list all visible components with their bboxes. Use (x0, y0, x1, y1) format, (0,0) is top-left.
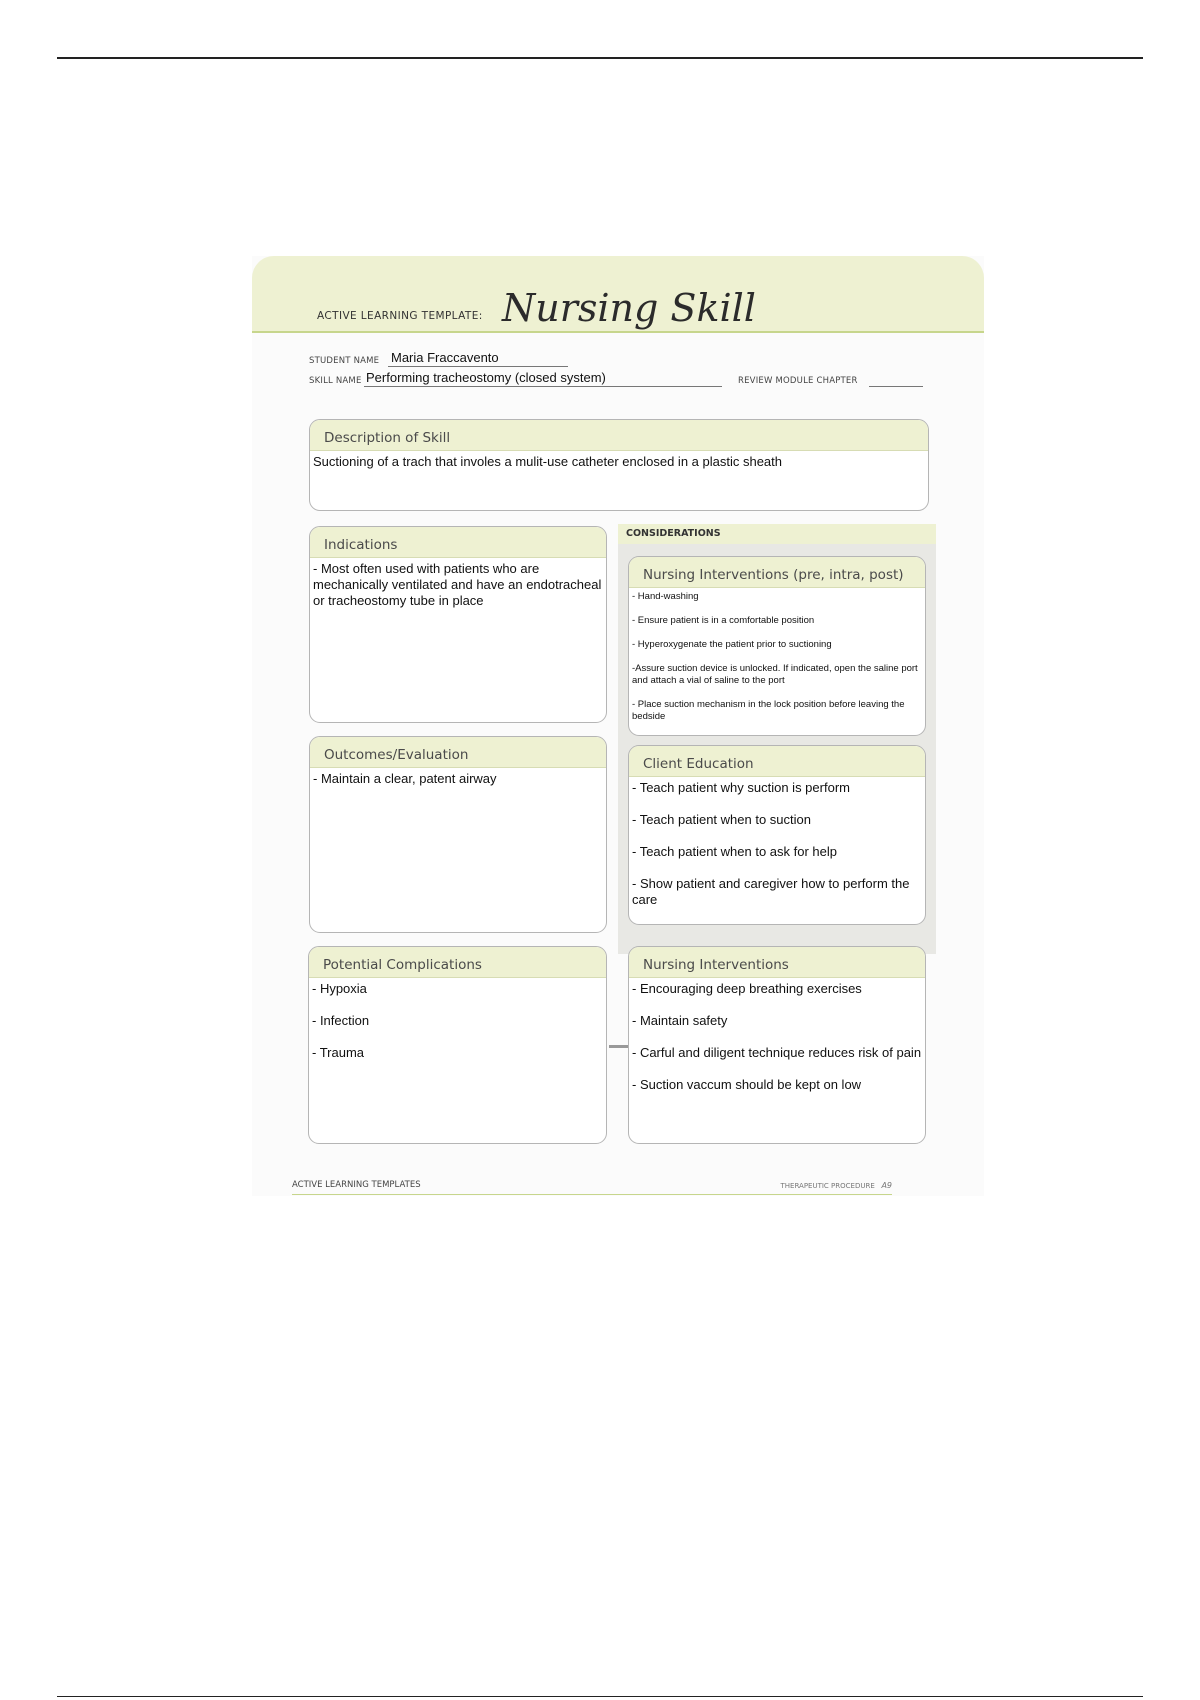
footer-page-number: A9 (881, 1181, 892, 1190)
list-item: - Teach patient why suction is perform (632, 780, 850, 795)
indications-text: - Most often used with patients who are mechanically ventilated and have an endotracheal or tracheostomy tube in place (313, 561, 602, 608)
list-item: - Maintain safety (632, 1013, 728, 1028)
client-education-box (628, 745, 926, 925)
list-item: - Hypoxia (312, 981, 367, 996)
top-rule (57, 57, 1143, 59)
student-name-value: Maria Fraccavento (391, 350, 499, 365)
outcomes-box (309, 736, 607, 933)
nursing-interventions-pre-body (629, 588, 925, 736)
list-item: - Suction vaccum should be kept on low (632, 1077, 862, 1092)
indications-body (310, 558, 606, 628)
indications-box (309, 526, 607, 723)
template-label: ACTIVE LEARNING TEMPLATE: (317, 310, 483, 322)
complications-body (309, 978, 606, 1080)
list-item: - Teach patient when to suction (632, 812, 811, 827)
client-education-heading: Client Education (629, 746, 925, 777)
description-body (310, 451, 928, 489)
bottom-rule (57, 1696, 1143, 1697)
footer-right (780, 1181, 892, 1190)
outcomes-text: - Maintain a clear, patent airway (313, 771, 497, 786)
skill-name-value: Performing tracheostomy (closed system) (366, 370, 606, 385)
student-name-line (388, 366, 568, 367)
description-heading: Description of Skill (310, 420, 928, 451)
list-item: -Assure suction device is unlocked. If indicated, open the saline port and attach a vial of saline to the port (632, 663, 918, 686)
list-item: - Place suction mechanism in the lock position before leaving the bedside (632, 699, 905, 722)
student-name-label: STUDENT NAME (309, 356, 380, 366)
description-text: Suctioning of a trach that involes a mulit-use catheter enclosed in a plastic sheath (313, 454, 782, 469)
list-item: - Hyperoxygenate the patient prior to suctioning (632, 639, 832, 650)
list-item: - Trauma (312, 1045, 365, 1060)
template-header (252, 256, 984, 333)
list-item: - Teach patient when to ask for help (632, 844, 837, 859)
complications-heading: Potential Complications (309, 947, 606, 978)
footer-left-text: ACTIVE LEARNING TEMPLATES (292, 1180, 421, 1190)
list-item: - Hand-washing (632, 591, 699, 602)
outcomes-heading: Outcomes/Evaluation (310, 737, 606, 768)
indications-heading: Indications (310, 527, 606, 558)
list-item: - Show patient and caregiver how to perform the care (632, 876, 910, 907)
footer-section-text: THERAPEUTIC PROCEDURE (780, 1182, 875, 1190)
complications-box (308, 946, 607, 1144)
skill-name-label: SKILL NAME (309, 376, 362, 386)
review-module-label: REVIEW MODULE CHAPTER (738, 376, 858, 386)
list-item: - Encouraging deep breathing exercises (632, 981, 862, 996)
nursing-interventions-box (628, 946, 926, 1144)
considerations-label: CONSIDERATIONS (626, 528, 721, 539)
nursing-interventions-pre-heading: Nursing Interventions (pre, intra, post) (629, 557, 925, 588)
template-document (252, 256, 984, 1196)
nursing-interventions-body (629, 978, 925, 1112)
footer-line (292, 1194, 892, 1195)
template-title: Nursing Skill (502, 286, 756, 330)
outcomes-body (310, 768, 606, 806)
list-item: - Infection (312, 1013, 370, 1028)
skill-name-line (364, 386, 722, 387)
review-module-line (869, 386, 923, 387)
nursing-interventions-heading: Nursing Interventions (629, 947, 925, 978)
nursing-interventions-pre-box (628, 556, 926, 736)
description-box (309, 419, 929, 511)
client-education-body (629, 777, 925, 925)
list-item: - Carful and diligent technique reduces risk of pain (632, 1045, 922, 1060)
list-item: - Ensure patient is in a comfortable position (632, 615, 815, 626)
